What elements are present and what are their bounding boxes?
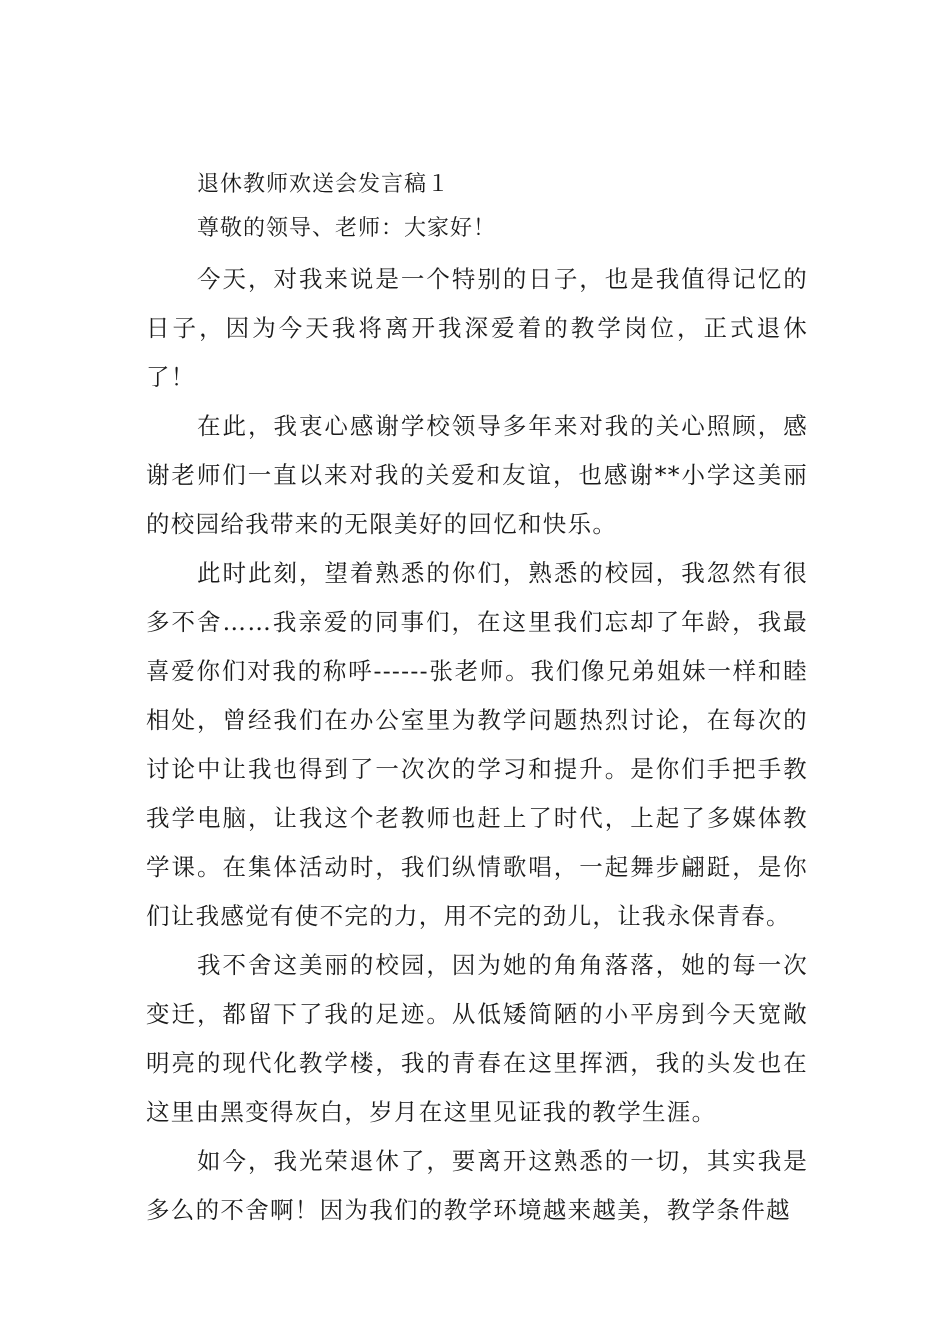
document-body [146, 163, 808, 1235]
document-title: 退休教师欢送会发言稿１ [197, 172, 451, 197]
paragraph-3: 此时此刻，望着熟悉的你们，熟悉的校园，我忽然有很多不舍……我亲爱的同事们，在这里我们忘却了年龄，我最喜爱你们对我的称呼------张老师。我们像兄弟姐妹一样和睦相处，曾经我们在办公室里为教学问题热烈讨论，在每次的讨论中让我也得到了一次次的学习和提升。是你们手把手教我学电脑，让我这个老教师也赶上了时代，上起了多媒体教学课。在集体活动时，我们纵情歌唱，一起舞步翩跹，是你们让我感觉有使不完的力，用不完的劲儿，让我永保青春。 [146, 559, 808, 930]
paragraph-4: 我不舍这美丽的校园，因为她的角角落落，她的每一次变迁，都留下了我的足迹。从低矮简陋的小平房到今天宽敞明亮的现代化教学楼，我的青春在这里挥洒，我的头发也在这里由黑变得灰白，岁月在这里见证我的教学生涯。 [146, 951, 808, 1126]
paragraph-1: 今天，对我来说是一个特别的日子，也是我值得记忆的日子，因为今天我将离开我深爱着的教学岗位，正式退休了！ [146, 265, 808, 391]
salutation: 尊敬的领导、老师：大家好！ [197, 216, 497, 241]
paragraph-5: 如今，我光荣退休了，要离开这熟悉的一切，其实我是多么的不舍啊！因为我们的教学环境越来越美，教学条件越 [146, 1147, 808, 1224]
paragraph-2: 在此，我衷心感谢学校领导多年来对我的关心照顾，感谢老师们一直以来对我的关爱和友谊，也感谢**小学这美丽的校园给我带来的无限美好的回忆和快乐。 [146, 412, 808, 538]
